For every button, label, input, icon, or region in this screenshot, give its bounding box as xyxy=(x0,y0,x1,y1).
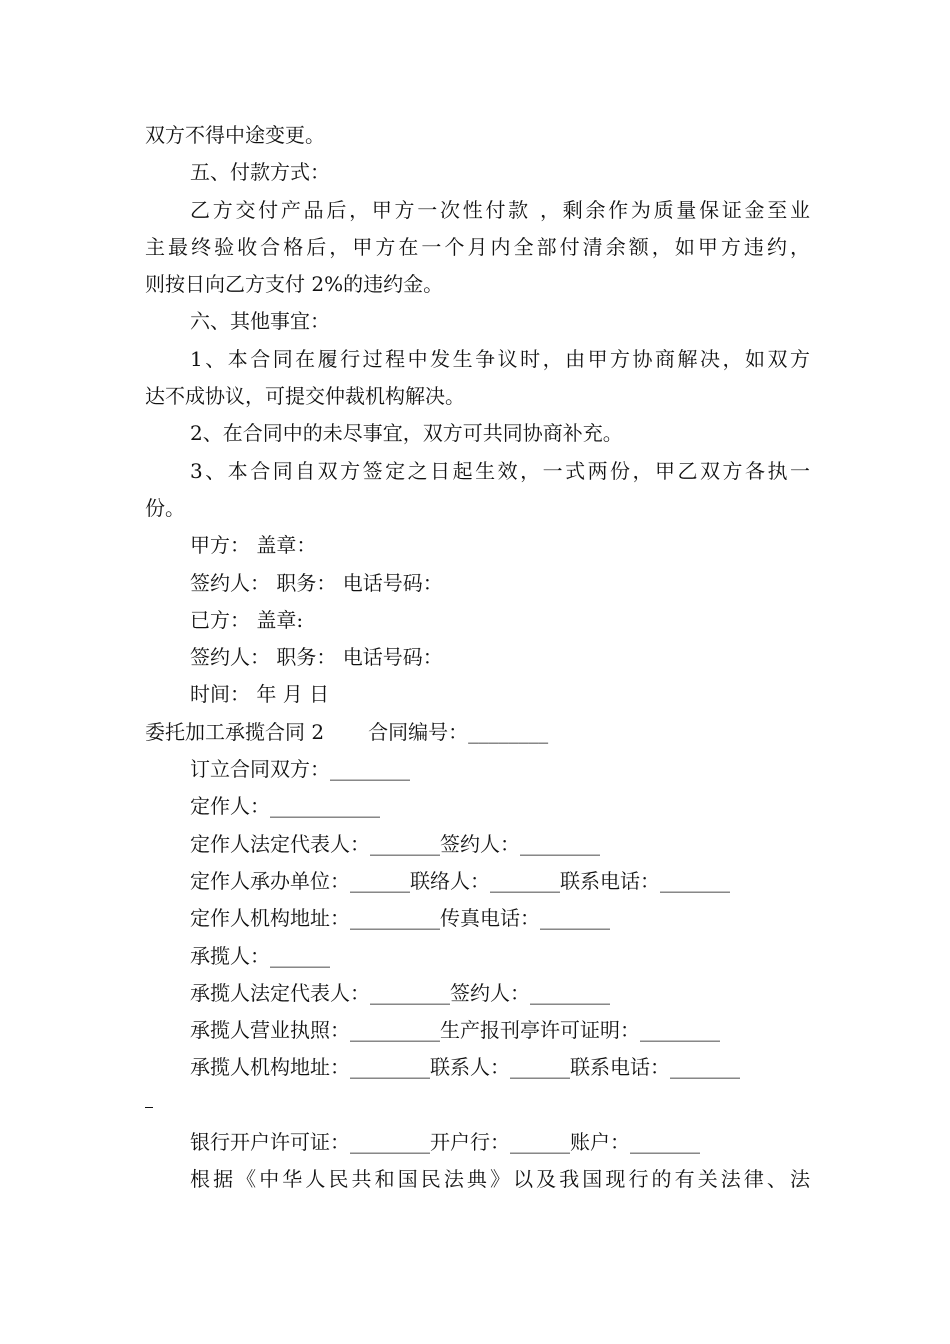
signature-line-party-a: 甲方： 盖章： xyxy=(190,533,317,558)
contract-title-line xyxy=(145,714,810,751)
form-line: 定作人承办单位：______联络人：_______联系电话：_______ xyxy=(190,868,730,893)
signature-line-signer: 签约人： 职务： 电话号码： xyxy=(190,570,443,595)
contract-title: 委托加工承揽合同 2 xyxy=(145,719,325,744)
paragraph-line: 乙方交付产品后，甲方一次性付款 ，剩余作为质量保证金至业 xyxy=(190,197,810,222)
contract-number: 合同编号：________ xyxy=(368,719,549,744)
underline-mark xyxy=(145,1107,153,1108)
paragraph-line: 达不成协议，可提交仲裁机构解决。 xyxy=(145,384,465,409)
paragraph-line: 份。 xyxy=(145,495,185,520)
wrapped-underline xyxy=(145,1087,810,1124)
section-heading-payment: 五、付款方式： xyxy=(190,160,330,185)
section-heading-other-matters: 六、其他事宜： xyxy=(190,309,330,334)
paragraph-line: 根据《中华人民共和国民法典》以及我国现行的有关法律、法 xyxy=(190,1167,810,1192)
paragraph-line: 3、本合同自双方签定之日起生效，一式两份，甲乙双方各执一 xyxy=(190,458,810,483)
form-line: 定作人法定代表人：_______签约人：________ xyxy=(190,831,600,856)
signature-line-date: 时间： 年 月 日 xyxy=(190,682,330,707)
form-line: 定作人机构地址：_________传真电话：_______ xyxy=(190,906,610,931)
form-line: 承揽人法定代表人：________签约人：________ xyxy=(190,980,610,1005)
form-line: 定作人：___________ xyxy=(190,794,380,819)
form-line: 承揽人：______ xyxy=(190,943,330,968)
bank-line: 银行开户许可证：________开户行：______账户：_______ xyxy=(190,1130,700,1155)
paragraph-line: 1、本合同在履行过程中发生争议时，由甲方协商解决，如双方 xyxy=(190,346,810,371)
form-line: 承揽人营业执照：_________生产报刊亭许可证明：________ xyxy=(190,1018,720,1043)
paragraph-line: 2、在合同中的未尽事宜，双方可共同协商补充。 xyxy=(190,421,623,446)
signature-line-party-b: 已方： 盖章: xyxy=(190,607,304,632)
form-line: 承揽人机构地址：________联系人：______联系电话：_______ xyxy=(190,1055,740,1080)
paragraph-line: 双方不得中途变更。 xyxy=(145,123,325,147)
paragraph-line: 主最终验收合格后，甲方在一个月内全部付清余额，如甲方违约， xyxy=(145,234,810,259)
form-line: 订立合同双方：________ xyxy=(190,757,410,782)
document-body xyxy=(145,117,810,1199)
signature-line-signer: 签约人： 职务： 电话号码： xyxy=(190,645,443,670)
paragraph-line: 则按日向乙方支付 2%的违约金。 xyxy=(145,272,444,297)
